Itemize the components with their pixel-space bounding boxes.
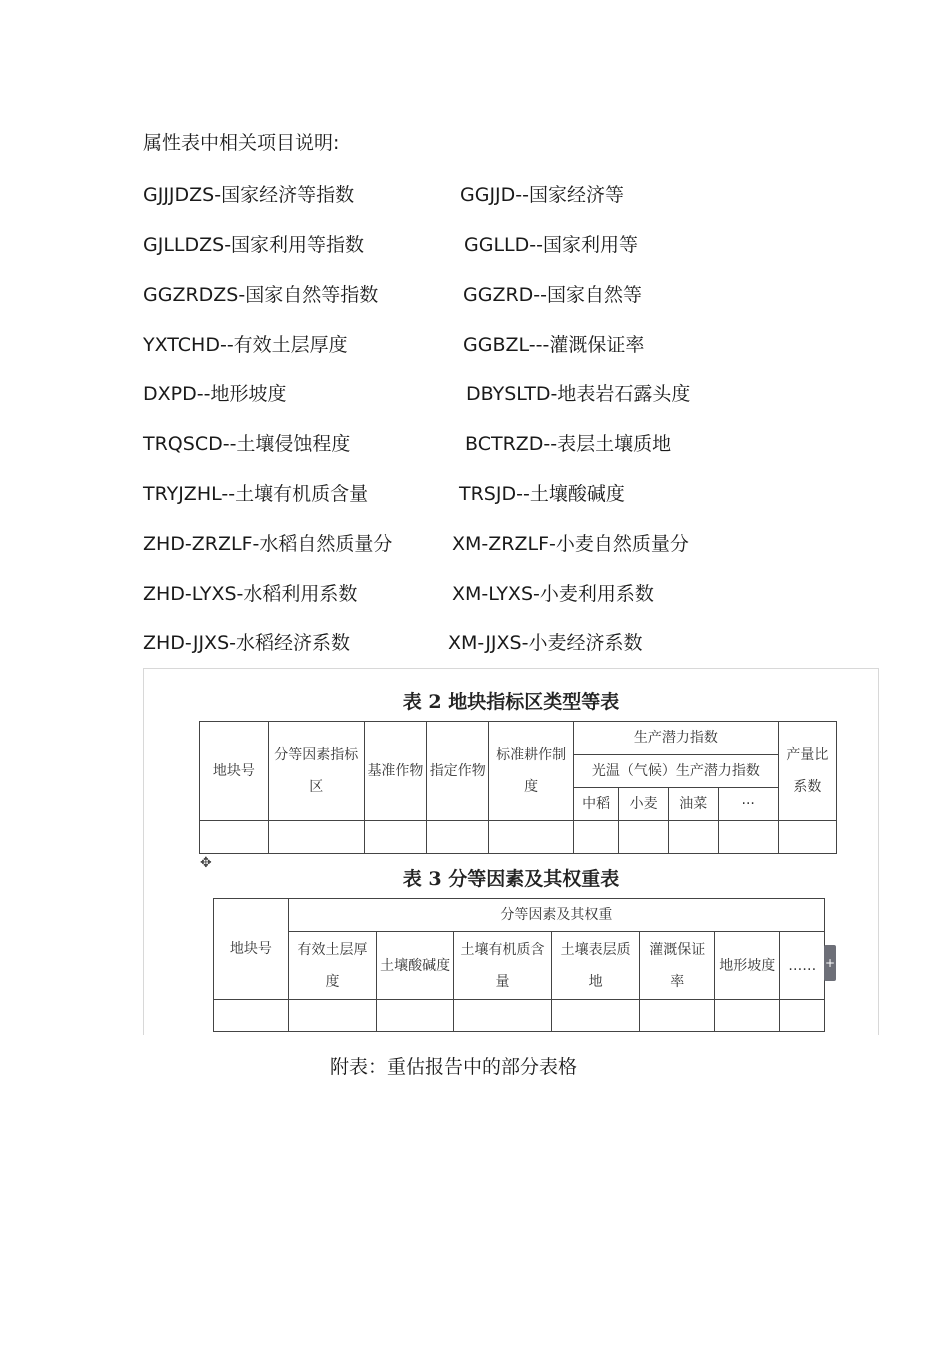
table2-cell bbox=[364, 821, 426, 854]
table3-cell bbox=[377, 1000, 454, 1032]
table2-cell bbox=[668, 821, 718, 854]
definition-left: ZHD-ZRZLF-水稻自然质量分 bbox=[143, 533, 393, 555]
table2-header-rice: 中稻 bbox=[573, 788, 618, 821]
add-column-icon[interactable]: + bbox=[824, 945, 836, 981]
table2-cell bbox=[427, 821, 489, 854]
table3-cell bbox=[640, 1000, 715, 1032]
table2-cell bbox=[268, 821, 364, 854]
table3-cell bbox=[715, 1000, 780, 1032]
table2-cell bbox=[573, 821, 618, 854]
definition-left: GJJJDZS-国家经济等指数 bbox=[143, 184, 355, 206]
table3-title: 表 3 分等因素及其权重表 bbox=[402, 868, 620, 890]
definition-left: DXPD--地形坡度 bbox=[143, 383, 287, 405]
definition-left: GJLLDZS-国家利用等指数 bbox=[143, 234, 365, 256]
table3-header-col: 灌溉保证率 bbox=[640, 932, 715, 1000]
table-move-handle-icon[interactable]: ✥ bbox=[200, 855, 212, 871]
table2-header-standard-system: 标准耕作制度 bbox=[489, 722, 574, 821]
definition-row bbox=[143, 628, 903, 658]
definition-left: ZHD-JJXS-水稻经济系数 bbox=[143, 632, 350, 654]
definition-row bbox=[143, 280, 903, 310]
definition-row bbox=[143, 579, 903, 609]
table3-cell bbox=[551, 1000, 639, 1032]
definition-row bbox=[143, 180, 903, 210]
definition-left: YXTCHD--有效土层厚度 bbox=[143, 334, 348, 356]
table3-cell bbox=[453, 1000, 551, 1032]
table2-cell bbox=[200, 821, 269, 854]
definition-right: GGBZL---灌溉保证率 bbox=[463, 334, 645, 356]
definition-left: ZHD-LYXS-水稻利用系数 bbox=[143, 583, 358, 605]
table2-header-zone: 分等因素指标区 bbox=[268, 722, 364, 821]
definition-row bbox=[143, 529, 903, 559]
table3 bbox=[213, 898, 825, 1032]
intro-text: 属性表中相关项目说明: bbox=[143, 132, 340, 154]
table3-cell bbox=[288, 1000, 376, 1032]
figure-caption: 附表：重估报告中的部分表格 bbox=[330, 1056, 578, 1078]
table2 bbox=[199, 721, 837, 854]
definition-right: BCTRZD--表层土壤质地 bbox=[465, 433, 672, 455]
definition-row bbox=[143, 429, 903, 459]
definition-row bbox=[143, 479, 903, 509]
table3-header-col: 地形坡度 bbox=[715, 932, 780, 1000]
definition-row bbox=[143, 330, 903, 360]
table2-header-base-crop: 基准作物 bbox=[364, 722, 426, 821]
definition-right: GGZRD--国家自然等 bbox=[463, 284, 643, 306]
definition-right: TRSJD--土壤酸碱度 bbox=[459, 483, 625, 505]
table2-header-yield-ratio: 产量比系数 bbox=[778, 722, 836, 821]
table3-header-plot: 地块号 bbox=[214, 899, 289, 1000]
table2-header-potential: 生产潜力指数 bbox=[573, 722, 778, 755]
table3-header-group: 分等因素及其权重 bbox=[288, 899, 824, 932]
table3-cell bbox=[214, 1000, 289, 1032]
definition-left: TRYJZHL--土壤有机质含量 bbox=[143, 483, 369, 505]
table2-header-plot: 地块号 bbox=[200, 722, 269, 821]
definition-right: XM-ZRZLF-小麦自然质量分 bbox=[452, 533, 689, 555]
table3-header-col: 土壤有机质含量 bbox=[453, 932, 551, 1000]
table2-cell bbox=[778, 821, 836, 854]
table3-header-col: …… bbox=[780, 932, 825, 1000]
table2-cell bbox=[619, 821, 669, 854]
definition-right: XM-JJXS-小麦经济系数 bbox=[448, 632, 643, 654]
definition-right: GGJJD--国家经济等 bbox=[460, 184, 624, 206]
table2-header-more: ··· bbox=[718, 788, 778, 821]
definition-row bbox=[143, 379, 903, 409]
table2-header-rape: 油菜 bbox=[668, 788, 718, 821]
definition-right: DBYSLTD-地表岩石露头度 bbox=[466, 383, 691, 405]
table2-header-wheat: 小麦 bbox=[619, 788, 669, 821]
table2-title: 表 2 地块指标区类型等表 bbox=[402, 691, 620, 713]
embedded-table-screenshot bbox=[143, 668, 879, 1035]
table2-cell bbox=[489, 821, 574, 854]
definition-right: XM-LYXS-小麦利用系数 bbox=[452, 583, 654, 605]
table3-header-col: 土壤表层质地 bbox=[551, 932, 639, 1000]
table3-cell bbox=[780, 1000, 825, 1032]
table2-header-light-temp: 光温（气候）生产潜力指数 bbox=[573, 755, 778, 788]
definition-left: GGZRDZS-国家自然等指数 bbox=[143, 284, 379, 306]
definition-left: TRQSCD--土壤侵蚀程度 bbox=[143, 433, 351, 455]
definition-right: GGLLD--国家利用等 bbox=[464, 234, 638, 256]
table3-header-col: 土壤酸碱度 bbox=[377, 932, 454, 1000]
table2-header-specified-crop: 指定作物 bbox=[427, 722, 489, 821]
table2-cell bbox=[718, 821, 778, 854]
table3-header-col: 有效土层厚度 bbox=[288, 932, 376, 1000]
definition-row bbox=[143, 230, 903, 260]
